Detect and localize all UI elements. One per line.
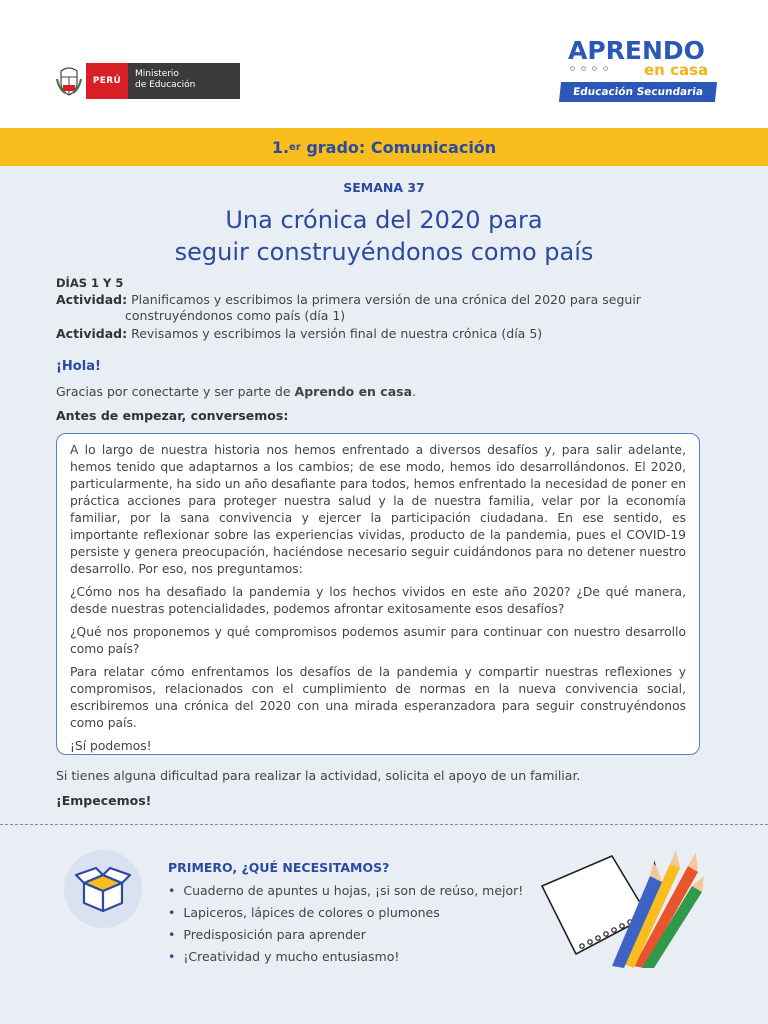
intro-paragraph-5: ¡Sí podemos!	[70, 739, 152, 753]
lets-begin: ¡Empecemos!	[56, 793, 152, 808]
activity-1-label: Actividad:	[56, 292, 128, 307]
needs-heading: PRIMERO, ¿QUÉ NECESITAMOS?	[168, 860, 390, 875]
thanks-brand: Aprendo en casa	[294, 384, 413, 399]
activity-1-text: Planificamos y escribimos la primera versión de una crónica del 2020 para seguir	[127, 292, 641, 307]
box-icon	[64, 850, 142, 928]
brand-banner: Educación Secundaria	[559, 82, 717, 102]
needs-list	[168, 883, 523, 971]
intro-paragraph-1: A lo largo de nuestra historia nos hemos enfrentado a diversos desafíos y, para salir adelante, hemos tenido que adaptarnos a los cambios; de ese modo, hemos ido desarrollándonos. El 2020, particularmente, ha sido un año desafiante para todos, hemos enfrentado la necesidad de poner en práctica acciones para proteger nuestra salud y la de nuestra familia, velar por la economía familiar, por la sana convivencia y ejercer la participación ciudadana. En ese sentido, es importante reflexionar sobre las experiencias vividas, producto de la pandemia, pues el COVID-19 persiste y genera preocupación, haciéndose necesario seguir cuidándonos para no detener nuestro desarrollo. Por eso, nos preguntamos:	[70, 443, 686, 576]
title-line-1: Una crónica del 2020 para	[225, 206, 543, 234]
intro-paragraph-2: ¿Cómo nos ha desafiado la pandemia y los hechos vividos en este año 2020? ¿De qué manera, desde nuestras potencialidades, podemos afrontar exitosamente esos desafíos?	[70, 585, 686, 616]
ministry-logo	[52, 63, 240, 99]
grade-label: grado: Comunicación	[300, 137, 497, 157]
aprendo-en-casa-logo	[560, 36, 716, 106]
page-title	[0, 204, 768, 268]
title-line-2: seguir construyéndonos como país	[174, 238, 594, 266]
activity-2	[56, 326, 696, 342]
thanks-pre: Gracias por conectarte y ser parte de	[56, 384, 295, 399]
grade-number: 1.	[271, 137, 290, 157]
thanks-post: .	[412, 384, 417, 399]
brand-subtitle: en casa	[644, 61, 709, 79]
ministry-name	[128, 63, 240, 99]
greeting: ¡Hola!	[56, 359, 101, 374]
intro-paragraph-4: Para relatar cómo enfrentamos los desafíos de la pandemia y compartir nuestras reflexiones y compromisos, relacionados con el cumplimiento de normas en la nueva convivencia social, escribiremos una crónica del 2020 con una mirada esperanzadora para seguir construyéndonos como país.	[70, 665, 686, 730]
peru-label: PERÚ	[86, 63, 128, 99]
ministry-line-1: Ministerio	[135, 69, 179, 79]
activity-1	[56, 292, 696, 324]
grade-banner	[0, 128, 768, 166]
list-item: • Lapiceros, lápices de colores o plumones	[168, 905, 523, 927]
brand-dots	[570, 66, 608, 71]
ministry-line-2: de Educación	[135, 80, 196, 90]
intro-paragraph-3: ¿Qué nos proponemos y qué compromisos podemos asumir para continuar con nuestro desarrollo como país?	[70, 625, 686, 656]
activity-2-text: Revisamos y escribimos la versión final de nuestra crónica (día 5)	[127, 326, 543, 341]
list-item: • Cuaderno de apuntes u hojas, ¡si son de reúso, mejor!	[168, 883, 523, 905]
intro-box	[56, 433, 700, 755]
grade-superscript: er	[289, 141, 301, 153]
notebook-pencils-illustration	[538, 846, 708, 968]
page-header	[0, 0, 768, 128]
thanks-text	[56, 384, 416, 399]
activity-2-label: Actividad:	[56, 326, 128, 341]
list-item: • ¡Creatividad y mucho entusiasmo!	[168, 949, 523, 971]
before-start-heading: Antes de empezar, conversemos:	[56, 408, 289, 423]
difficulty-note: Si tienes alguna dificultad para realizar la actividad, solicita el apoyo de un familiar.	[56, 768, 581, 783]
main-content	[0, 166, 768, 1024]
week-label: SEMANA 37	[343, 180, 425, 195]
list-item: • Predisposición para aprender	[168, 927, 523, 949]
brand-title: APRENDO	[568, 36, 705, 65]
dashed-divider	[0, 824, 768, 825]
activity-1-text-cont: construyéndonos como país (día 1)	[125, 308, 346, 323]
coat-of-arms-icon	[52, 63, 86, 99]
days-label: DÍAS 1 Y 5	[56, 276, 124, 290]
